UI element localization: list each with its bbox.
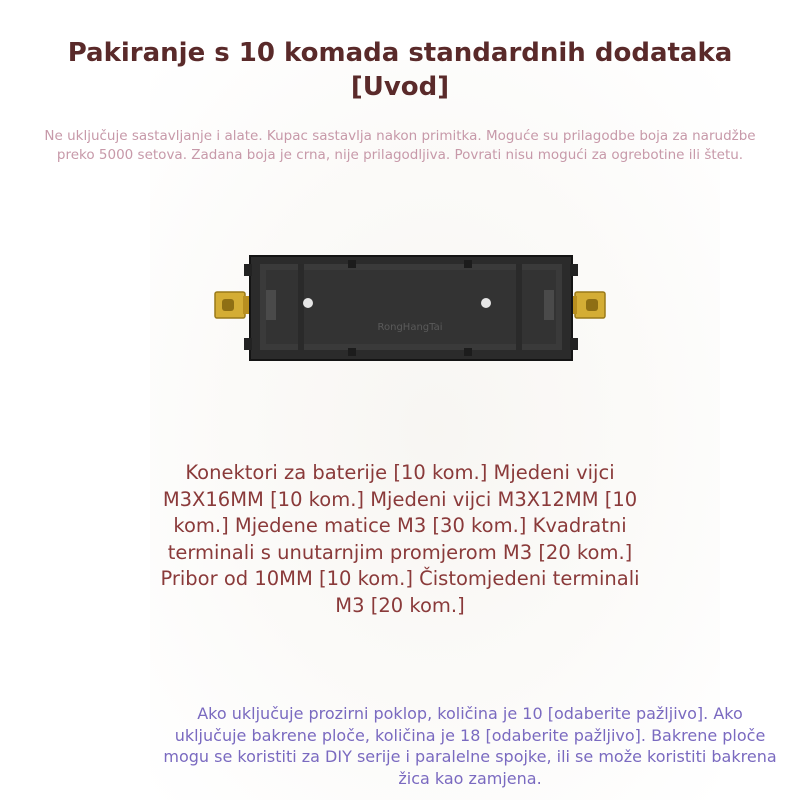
- page-title: Pakiranje s 10 komada standardnih dodataka [Uvod]: [67, 38, 733, 102]
- battery-holder-image: [210, 250, 610, 365]
- brand-emboss: RongHangTai: [377, 322, 443, 333]
- selection-note: Ako uključuje prozirni poklop, količina je 10 [odaberite pažljivo]. Ako uključuje bakrene ploče, količina je 18 [odaberite pažljivo]. Bakrene ploče mogu se koristiti za DIY serije i paralelne spojke, ili se može koristiti bakrena žica kao zamjena.: [163, 704, 777, 788]
- package-contents: Konektori za baterije [10 kom.] Mjedeni vijci M3X16MM [10 kom.] Mjedeni vijci M3X12MM [10 kom.] Mjedene matice M3 [30 kom.] Kvadratni terminali s unutarnjim promjerom M3 [20 kom.] Pribor od 10MM [10 kom.] Čistomjedeni terminali M3 [20 kom.]: [160, 461, 640, 617]
- holder-body: [244, 256, 578, 360]
- background-fade: [150, 60, 720, 800]
- page-subtitle: Ne uključuje sastavljanje i alate. Kupac sastavlja nakon primitka. Moguće su prilagodbe boja za narudžbe preko 5000 setova. Zadana boja je crna, nije prilagodljiva. Povrati nisu mogući za ogrebotine ili štetu.: [44, 128, 756, 163]
